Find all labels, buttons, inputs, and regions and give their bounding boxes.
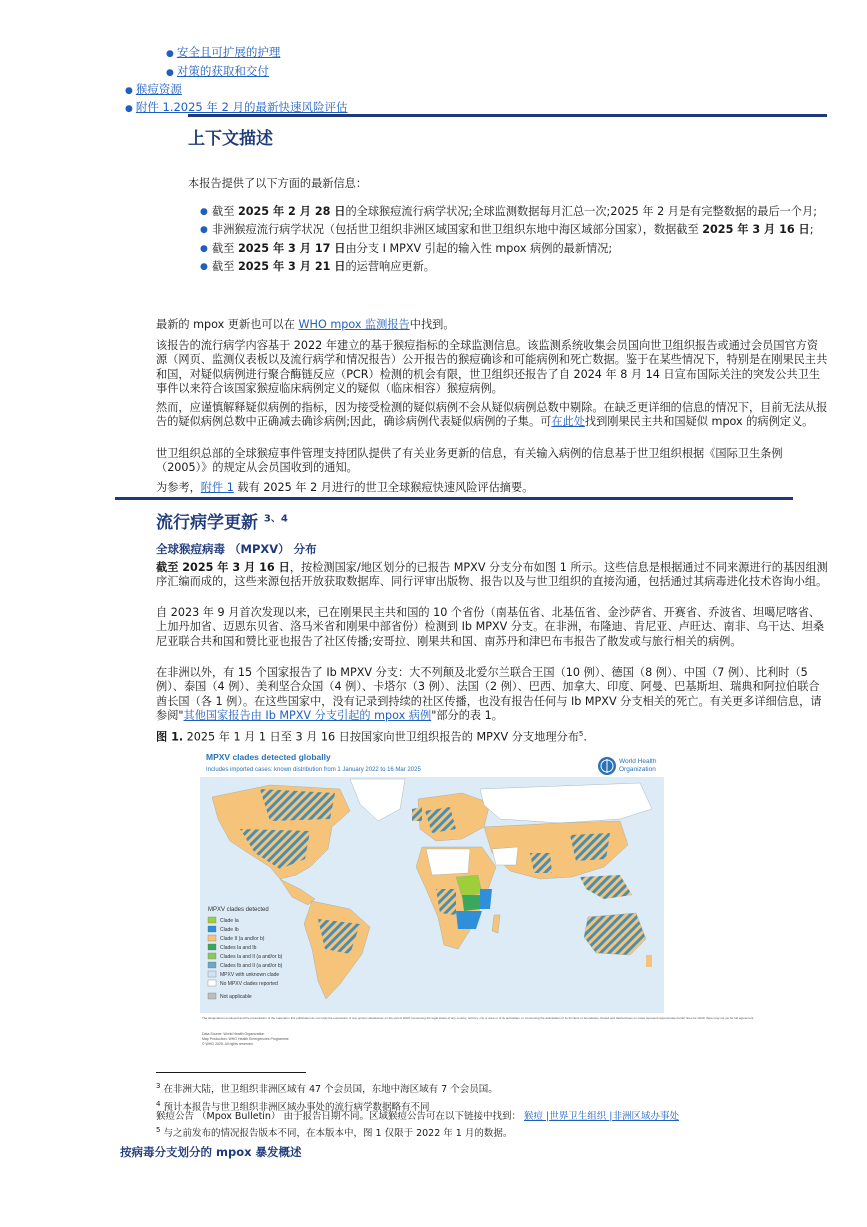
section-divider (115, 497, 793, 500)
legend-label: Clades Ia and II (a and/or b) (220, 954, 283, 960)
epi-paragraph: 截至 2025 年 3 月 16 日，按检测国家/地区划分的已报告 MPXV 分支分布如图 1 所示。这些信息是根据通过不同来源进行的基因组测序汇编而成的，这些来源包括开放获取数据库、同行评审出版物、报告以及与世卫组织的直接沟通，包括通过其病毒进化技术咨询小组。 (156, 561, 828, 589)
legend-swatch (208, 971, 216, 977)
toc-link[interactable]: 对策的获取和交付 (176, 64, 269, 78)
bullet-icon: ● (200, 207, 208, 217)
bullet-icon: ● (166, 49, 174, 59)
map-region-canada (260, 789, 335, 821)
toc-link[interactable]: 安全且可扩展的护理 (176, 45, 281, 59)
legend-label: Clade II (a and/or b) (220, 936, 265, 942)
toc-sub-item[interactable] (166, 63, 269, 79)
context-paragraph: 最新的 mpox 更新也可以在 WHO mpox 监测报告中找到。 (156, 318, 455, 331)
legend-swatch (208, 953, 216, 959)
bullet-icon: ● (200, 243, 208, 254)
footnote-5: $^5$ 与之前发布的情况报告版本不同，在本版本中，图 1 仅限于 2022 年 1 月的数据。 (156, 1126, 513, 1140)
map-subtitle: Includes imported cases: known distribution from 1 January 2022 to 16 Mar 2025 (206, 767, 421, 773)
world-map (200, 749, 755, 1055)
legend-label-not-applicable: Not applicable (220, 994, 252, 1000)
footnote-3: $^3$ 在非洲大陆，世卫组织非洲区域有 47 个会员国，东地中海区域有 7 个会员国。 (156, 1082, 498, 1096)
map-source: Data Source: World Health Organization (202, 1032, 265, 1036)
toc-item[interactable] (125, 99, 348, 115)
footnote-ref[interactable]: 3、4 (263, 513, 288, 525)
map-region-russia (480, 783, 652, 823)
context-bullet: ● 截至 2025 年 3 月 21 日的运营响应更新。 (200, 260, 435, 274)
section-heading-epi: 流行病学更新 $^{3、4}$ (156, 513, 288, 533)
next-section-heading: 按病毒分支划分的 mpox 暴发概述 (120, 1145, 302, 1159)
footnote-4: $^4$ 预计本报告与世卫组织非洲区域办事处的流行病学数据略有不同 (156, 1100, 430, 1114)
legend-swatch (208, 935, 216, 941)
legend-title: MPXV clades detected (208, 907, 269, 913)
toc-link[interactable]: 猴痘资源 (135, 82, 182, 96)
bullet-icon: ● (200, 225, 208, 236)
epi-paragraph: 自 2023 年 9 月首次发现以来，已在刚果民主共和国的 10 个省份（南基伍省、北基伍省、金沙萨省、开赛省、乔波省、坦噶尼喀省、上加丹加省、迈恩东贝省、洛马米省和刚果中部省份）检测到 Ib MPXV 分支。在非洲，布隆迪、肯尼亚、卢旺达、南非、乌干达、坦桑尼亚联合共和国和赞比亚也报告了社区传播;安哥拉、刚果共和国、南苏丹和津巴布韦报告了散发或与旅行相关的病例。 (156, 606, 825, 648)
context-paragraph: 然而，应谨慎解释疑似病例的指标，因为接受检测的疑似病例不会从疑似病例总数中剔除。在缺乏更详细的信息的情况下，目前无法从报告的疑似病例总数中正确减去确诊病例;因此，确诊病例代表疑似病例的子集。可在此处找到刚果民主共和国疑似 mpox 的病例定义。 (156, 401, 828, 429)
other-countries-link[interactable]: 其他国家报告由 Ib MPXV 分支引起的 mpox 病例 (183, 709, 432, 723)
map-production: Map Production: WHO Health Emergencies Programme (202, 1037, 289, 1041)
map-region-new-zealand (646, 955, 652, 967)
context-paragraph: 为参考，附件 1 载有 2025 年 2 月进行的世卫全球猴痘快速风险评估摘要。 (156, 481, 534, 494)
legend-label: Clades Ia and Ib (220, 945, 257, 951)
bullet-icon: ● (166, 68, 174, 78)
toc-link[interactable]: 附件 1.2025 年 2 月的最新快速风险评估 (135, 100, 348, 114)
map-disclaimer: The designations employed and the presentation of the material in this publication do not imply the expression of any opinion whatsoever on the part of WHO concerning the legal status of any country, territory, city or area or of its authorities, or concerning the delimitation of its frontiers or boundaries. Dotted and dashed lines on maps represent approximate border lines for which there may not yet be full agreement. (202, 1016, 755, 1020)
legend-swatch (208, 980, 216, 986)
subheading-global-distribution: 全球猴痘病毒 （MPXV） 分布 (156, 542, 317, 556)
epi-paragraph: 在非洲以外，有 15 个国家报告了 Ib MPXV 分支：大不列颠及北爱尔兰联合王国（10 例）、德国（8 例）、中国（7 例）、比利时（5 例）、泰国（4 例）、美利坚合众国（4 例）、卡塔尔（3 例）、法国（2 例）、巴西、加拿大、印度、阿曼、巴基斯坦、瑞典和阿拉伯联合酋长国（各 1 例）。在这些国家中，没有记录到持续的社区传播，也没有报告任何与 Ib MPXV 分支相关的死亡。有关更多详细信息，请参阅"其他国家报告由 Ib MPXV 分支引起的 mpox 病例"部分的表 1。 (156, 666, 822, 723)
map-region-middle-east (492, 847, 518, 865)
section-heading-context: 上下文描述 (188, 129, 273, 149)
who-logo (598, 757, 657, 775)
map-region-china (570, 833, 610, 861)
mpxv-map-figure (200, 749, 755, 1055)
figure-caption: 图 1. 2025 年 1 月 1 日至 3 月 16 日按国家向世卫组织报告的 MPXV 分支地理分布$^5$. (156, 730, 587, 744)
context-paragraph: 该报告的流行病学内容基于 2022 年建立的基于猴痘指标的全球监测信息。该监测系统收集会员国向世卫组织报告或通过会员国官方资源（网页、监测仪表板以及流行病学和情况报告）公开报告的猴痘确诊和可能病例和死亡数据。鉴于在某些情况下，特别是在刚果民主共和国，对疑似病例进行聚合酶链反应（PCR）检测的机会有限，世卫组织还报告了自 2024 年 8 月 14 日宣布国际关注的突发公共卫生事件以来符合该国家猴痘临床病例定义的疑似（临床相容）猴痘病例。 (156, 339, 828, 396)
map-region-east-africa-ib (480, 889, 492, 909)
map-region-north-africa (426, 849, 470, 875)
legend-label: Clade Ib (220, 927, 239, 933)
context-intro: 本报告提供了以下方面的最新信息： (188, 177, 368, 190)
legend-swatch-not-applicable (208, 993, 216, 999)
who-name-line2: Organization (619, 766, 656, 773)
afro-mpox-link[interactable]: 猴痘 |世界卫生组织 |非洲区域办事处 (524, 1111, 679, 1122)
case-definition-link[interactable]: 在此处 (551, 415, 585, 429)
toc-sub-item[interactable] (166, 44, 280, 60)
context-paragraph: 世卫组织总部的全球猴痘事件管理支持团队提供了有关业务更新的信息，有关输入病例的信息基于世卫组织根据《国际卫生条例（2005）》的规定从会员国收到的通知。 (156, 447, 783, 475)
who-mpox-report-link[interactable]: WHO mpox 监测报告 (298, 318, 410, 331)
section-divider (188, 114, 827, 117)
context-bullet: ● 非洲猴痘流行病学状况（包括世卫组织非洲区域国家和世卫组织东地中海区域部分国家），数据截至 2025 年 3 月 16 日; (200, 223, 814, 237)
map-copyright: © WHO 2025. All rights reserved. (202, 1042, 254, 1046)
legend-swatch (208, 926, 216, 932)
legend-label: No MPXV clades reported (220, 981, 278, 987)
legend-swatch (208, 944, 216, 950)
bullet-icon: ● (125, 104, 133, 114)
context-bullet: ● 截至 2025 年 3 月 17 日由分支 I MPXV 引起的输入性 mpox 病例的最新情况; (200, 241, 613, 255)
legend-label: Clade Ia (220, 918, 239, 924)
legend-label: Clades Ib and II (a and/or b) (220, 963, 283, 969)
context-bullets (200, 205, 828, 278)
legend-label: MPXV with unknown clade (220, 972, 280, 978)
legend-swatch (208, 917, 216, 923)
map-region-uk (412, 807, 422, 821)
who-name-line1: World Health (619, 758, 657, 765)
map-region-drc-ia-ib (462, 895, 480, 911)
context-bullet: ● 截至 2025 年 2 月 28 日的全球猴痘流行病学状况;全球监测数据每月汇总一次;2025 年 2 月是有完整数据的最后一个月; (200, 205, 817, 218)
toc-item[interactable] (125, 81, 182, 97)
bullet-icon: ● (200, 262, 208, 273)
map-title: MPXV clades detected globally (206, 752, 331, 762)
annex-1-link[interactable]: 附件 1 (200, 481, 234, 494)
bullet-icon: ● (125, 86, 133, 96)
footnote-divider (156, 1072, 306, 1073)
legend-swatch (208, 962, 216, 968)
footnote-4-cont: 猴痘公告 （Mpox Bulletin） 由于报告日期不同。区域猴痘公告可在以下链接中找到： 猴痘 |世界卫生组织 |非洲区域办事处 (156, 1111, 679, 1122)
